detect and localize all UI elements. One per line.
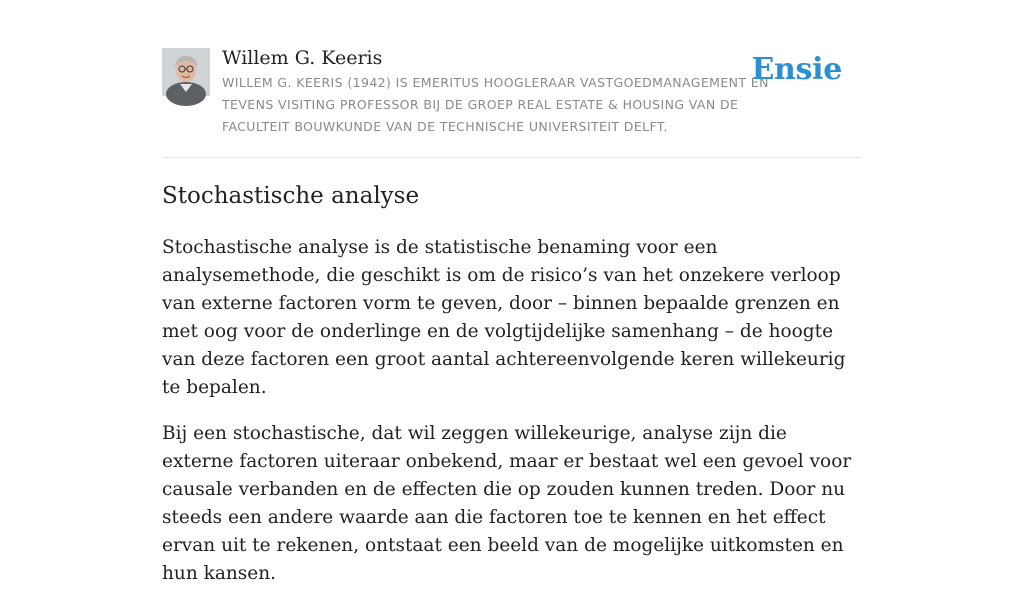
author-block (162, 46, 862, 157)
author-portrait-icon (162, 48, 210, 96)
article-body (162, 180, 862, 606)
article-paragraph: Bij een stochastische, dat wil zeggen willekeurige, analyse zijn die externe factoren uiteraar onbekend, maar er bestaat wel een gevoel voor causale verbanden en de effecten die op zouden kunnen treden. Door nu steeds een andere waarde aan die factoren toe te kennen en het effect ervan uit te rekenen, ontstaat een beeld van de mogelijke uitkomsten en hun kansen. (162, 423, 852, 584)
divider (162, 157, 862, 158)
author-name[interactable]: Willem G. Keeris (222, 47, 383, 69)
brand-logo[interactable]: Ensie (751, 52, 842, 87)
author-bio: WILLEM G. KEERIS (1942) IS EMERITUS HOOGLERAAR VASTGOEDMANAGEMENT EN TEVENS VISITING PROFESSOR BIJ DE GROEP REAL ESTATE & HOUSING VAN DE FACULTEIT BOUWKUNDE VAN DE TECHNISCHE UNIVERSITEIT DELFT. (222, 75, 769, 134)
avatar[interactable] (162, 48, 210, 96)
article-title: Stochastische analyse (162, 183, 420, 209)
article-paragraph: Stochastische analyse is de statistische benaming voor een analysemethode, die geschikt is om de risico’s van het onzekere verloop van externe factoren vorm te geven, door – binnen bepaalde grenzen en met oog voor de onderlinge en de volgtijdelijke samenhang – de hoogte van deze factoren een groot aantal achtereenvolgende keren willekeurig te bepalen. (162, 237, 846, 398)
